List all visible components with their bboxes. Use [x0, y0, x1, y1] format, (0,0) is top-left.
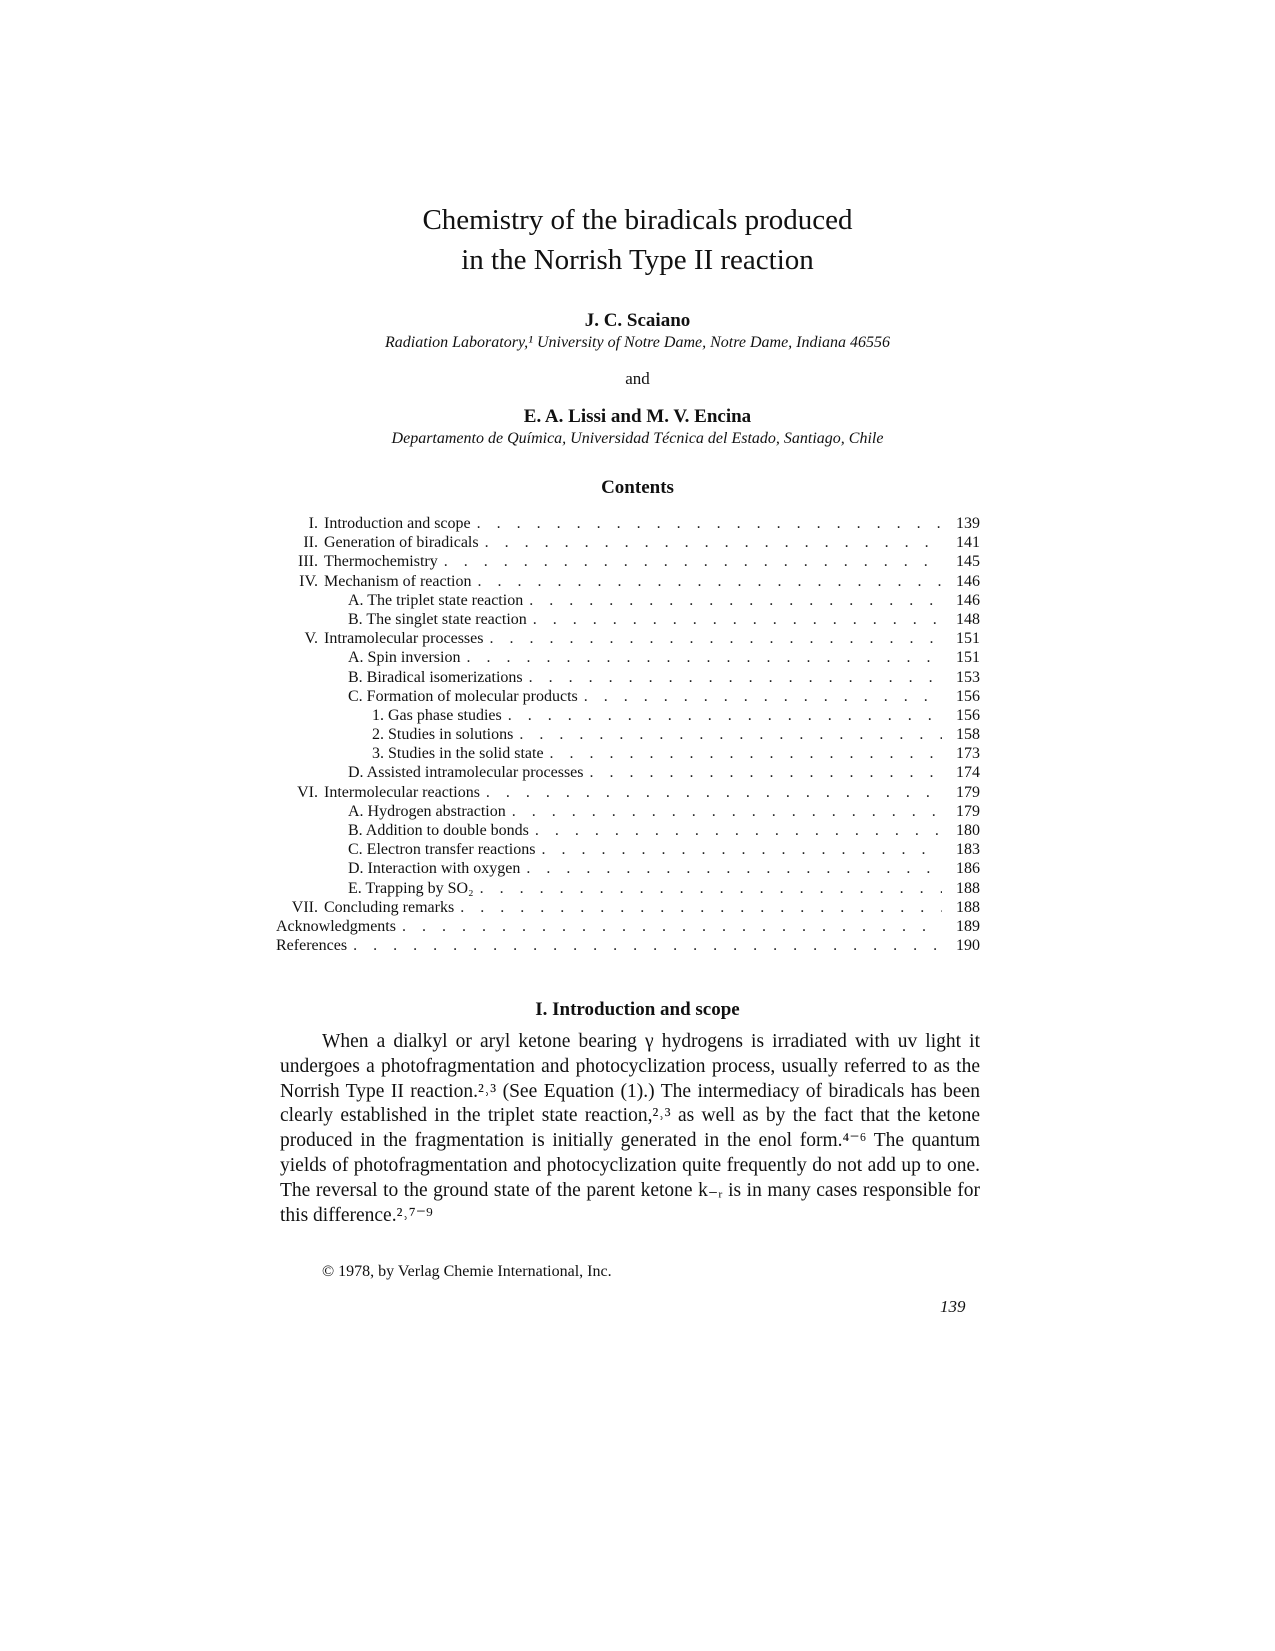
toc-leader-dots	[466, 648, 942, 667]
toc-entry-page: 188	[956, 898, 980, 916]
toc-entry-label: A. Spin inversion	[348, 649, 461, 667]
toc-entry	[276, 936, 980, 955]
toc-entry	[276, 533, 980, 552]
toc-leader-dots	[508, 706, 942, 725]
toc-entry-number: VI.	[297, 783, 318, 801]
toc-entry	[276, 763, 980, 782]
toc-entry-label: C. Electron transfer reactions	[348, 841, 536, 859]
toc-entry-label: 2. Studies in solutions	[372, 726, 514, 744]
toc-leader-dots	[353, 936, 942, 955]
toc-entry-label: A. The triplet state reaction	[348, 591, 524, 609]
toc-entry-label: Introduction and scope	[324, 515, 471, 532]
toc-entry-label: Thermochemistry	[324, 553, 438, 571]
author-1: J. C. Scaiano	[584, 310, 691, 331]
toc-entry-label: Concluding remarks	[324, 898, 455, 916]
toc-leader-dots	[541, 840, 942, 859]
toc-leader-dots	[535, 821, 942, 840]
toc-entry-label: References	[276, 937, 348, 955]
toc-entry-page: 183	[956, 841, 980, 859]
toc-entry-page: 188	[956, 879, 980, 897]
toc-leader-dots	[550, 744, 942, 763]
toc-entry-label: C. Formation of molecular products	[348, 687, 578, 705]
toc-entry	[276, 687, 980, 706]
toc-entry-label: D. Interaction with oxygen	[348, 860, 521, 878]
toc-leader-dots	[444, 552, 942, 571]
toc-entry-label: Intermolecular reactions	[324, 783, 480, 801]
toc-entry	[276, 648, 980, 667]
toc-entry-page: 190	[956, 937, 980, 955]
toc-entry-number: III.	[298, 553, 318, 571]
toc-leader-dots	[486, 783, 942, 802]
toc-leader-dots	[526, 859, 942, 878]
page-number: 139	[940, 1297, 966, 1316]
intro-paragraph: When a dialkyl or aryl ketone bearing γ hydrogens is irradiated with uv light it undergoes a photofragmentation and photocyclization process, usually referred to as the Norrish Type II reaction.²˒³ (See Equation (1).) The intermediacy of biradicals has been clearly established in the triplet state reaction,²˒³ as well as by the fact that the ketone produced in the fragmentation is initially generated in the enol form.⁴⁻⁶ The quantum yields of photofragmentation and photocyclization quite frequently do not add up to one. The reversal to the ground state of the parent ketone k₋ᵣ is in many cases responsible for this difference.²˒⁷⁻⁹	[280, 1031, 980, 1226]
toc-leader-dots	[460, 898, 942, 917]
toc-entry-number: V.	[304, 630, 318, 648]
contents-heading: Contents	[601, 477, 674, 498]
toc-entry-page: 146	[956, 591, 980, 609]
toc-entry-number: IV.	[299, 572, 318, 590]
toc-entry	[276, 802, 980, 821]
toc-entry-number: II.	[303, 534, 318, 552]
toc-leader-dots	[485, 533, 942, 552]
toc-entry-page: 146	[956, 572, 980, 590]
toc-entry-page: 153	[956, 668, 980, 686]
copyright-notice: © 1978, by Verlag Chemie International, Inc.	[322, 1263, 612, 1280]
toc-leader-dots	[477, 514, 942, 533]
toc-leader-dots	[533, 610, 942, 629]
author-2: E. A. Lissi and M. V. Encina	[523, 406, 752, 427]
toc-entry-page: 151	[956, 649, 980, 667]
toc-entry-page: 179	[956, 802, 980, 820]
and-separator: and	[625, 369, 650, 388]
toc-entry-label: Mechanism of reaction	[324, 572, 472, 590]
toc-leader-dots	[519, 725, 942, 744]
toc-entry-page: 186	[956, 860, 980, 878]
toc-leader-dots	[402, 917, 942, 936]
toc-entry-label: Acknowledgments	[276, 917, 396, 935]
toc-entry-page: 145	[956, 553, 980, 571]
toc-entry-label: Generation of biradicals	[324, 534, 479, 552]
toc-entry	[276, 821, 980, 840]
toc-entry	[276, 591, 980, 610]
toc-entry	[276, 898, 980, 917]
toc-entry-label: 1. Gas phase studies	[372, 706, 502, 724]
toc-entry-page: 158	[956, 726, 980, 744]
toc-leader-dots	[480, 879, 942, 898]
toc-entry-label: B. Addition to double bonds	[348, 822, 529, 839]
toc-entry	[276, 783, 980, 802]
toc-leader-dots	[478, 572, 943, 591]
toc-entry	[276, 725, 980, 744]
toc-entry-page: 189	[956, 917, 980, 935]
toc-entry	[276, 572, 980, 591]
toc-entry	[276, 917, 980, 936]
toc-leader-dots	[590, 763, 943, 782]
toc-entry	[276, 840, 980, 859]
toc-entry-page: 156	[956, 687, 980, 705]
section-heading: I. Introduction and scope	[535, 999, 740, 1020]
toc-entry-label: 3. Studies in the solid state	[372, 745, 544, 763]
body-text	[280, 1030, 980, 1228]
toc-entry-page: 148	[956, 610, 980, 628]
toc-entry-label: Intramolecular processes	[324, 630, 484, 648]
toc-entry	[276, 610, 980, 629]
toc-entry	[276, 629, 980, 648]
table-of-contents	[276, 514, 980, 955]
toc-entry-page: 156	[956, 706, 980, 724]
toc-entry-number: VII.	[291, 898, 318, 916]
title-line-2: in the Norrish Type II reaction	[461, 244, 814, 276]
affiliation-2: Departamento de Química, Universidad Técnica del Estado, Santiago, Chile	[391, 430, 884, 447]
affiliation-1: Radiation Laboratory,¹ University of Notre Dame, Notre Dame, Indiana 46556	[385, 334, 890, 351]
toc-leader-dots	[529, 668, 942, 687]
toc-entry-label: B. Biradical isomerizations	[348, 668, 523, 686]
toc-entry-label: D. Assisted intramolecular processes	[348, 764, 584, 782]
toc-entry	[276, 514, 980, 533]
paper-title	[0, 200, 1275, 280]
toc-entry	[276, 552, 980, 571]
toc-entry-page: 139	[956, 515, 980, 532]
toc-entry-page: 151	[956, 630, 980, 648]
toc-leader-dots	[584, 687, 942, 706]
toc-entry	[276, 879, 980, 898]
title-line-1: Chemistry of the biradicals produced	[422, 204, 853, 236]
toc-leader-dots	[489, 629, 942, 648]
toc-entry-number: I.	[308, 515, 318, 532]
toc-entry	[276, 706, 980, 725]
toc-leader-dots	[529, 591, 942, 610]
toc-leader-dots	[512, 802, 942, 821]
toc-entry-label: B. The singlet state reaction	[348, 610, 527, 628]
toc-entry	[276, 859, 980, 878]
toc-entry-page: 180	[956, 822, 980, 839]
toc-entry-page: 174	[956, 764, 980, 782]
toc-entry-page: 173	[956, 745, 980, 763]
toc-entry-label: A. Hydrogen abstraction	[348, 802, 506, 820]
toc-entry-page: 179	[956, 783, 980, 801]
toc-entry	[276, 744, 980, 763]
toc-entry-page: 141	[956, 534, 980, 552]
toc-entry	[276, 668, 980, 687]
toc-entry-label: E. Trapping by SO₂	[348, 879, 474, 897]
